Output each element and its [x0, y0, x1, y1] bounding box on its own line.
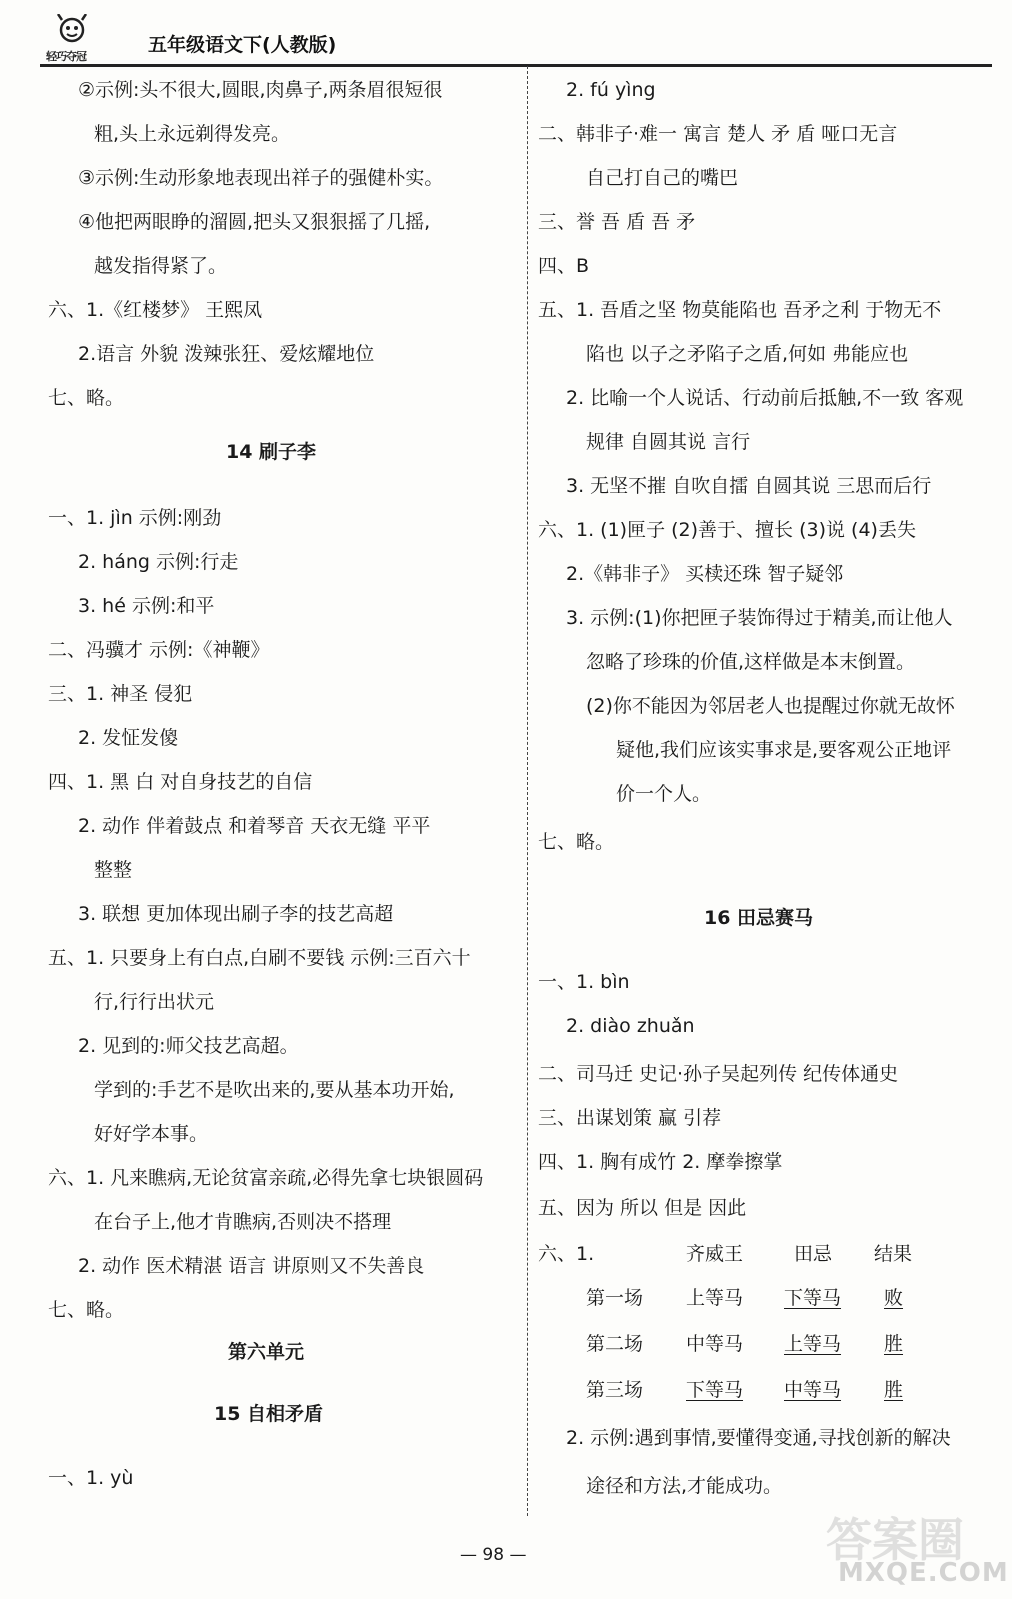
table-cell-result: 胜 [884, 1333, 904, 1355]
table-cell-result: 胜 [884, 1379, 904, 1401]
answer-line: 七、略。 [538, 831, 615, 853]
answer-line: 2.语言 外貌 泼辣张狂、爱炫耀地位 [78, 343, 375, 365]
table-header-king: 齐威王 [686, 1243, 744, 1265]
race-table [538, 1240, 988, 1420]
answer-line: (2)你不能因为邻居老人也提醒过你就无故怀 [586, 695, 955, 717]
answer-line: 四、1. 胸有成竹 2. 摩拳擦掌 [538, 1151, 783, 1173]
section-title: 第六单元 [228, 1341, 305, 1363]
answer-line: 二、冯骥才 示例:《神鞭》 [48, 639, 270, 661]
answer-line: 二、司马迁 史记·孙子吴起列传 纪传体通史 [538, 1063, 899, 1085]
answer-line: 规律 自圆其说 言行 [586, 431, 751, 453]
answer-line: 越发指得紧了。 [94, 255, 228, 277]
answer-line: 学到的:手艺不是吹出来的,要从基本功开始, [94, 1079, 455, 1101]
table-cell-result: 败 [884, 1287, 904, 1309]
watermark-url: MXQE.COM [838, 1558, 1009, 1588]
answer-line: 二、韩非子·难一 寓言 楚人 矛 盾 哑口无言 [538, 123, 898, 145]
answer-line: 3. hé 示例:和平 [78, 595, 215, 617]
table-cell-tianji: 下等马 [784, 1287, 842, 1309]
watermark-logo: 答案圈 [826, 1513, 964, 1567]
answer-line: 2. fú yìng [566, 79, 656, 101]
answer-line: 六、1. (1)匣子 (2)善于、擅长 (3)说 (4)丢失 [538, 519, 916, 541]
page-header [40, 14, 992, 67]
page-number: — 98 — [460, 1545, 527, 1565]
answer-line: 自己打自己的嘴巴 [586, 167, 739, 189]
answer-line: 五、因为 所以 但是 因此 [538, 1197, 747, 1219]
answer-line: 七、略。 [48, 387, 125, 409]
answer-line: 陷也 以子之矛陷子之盾,何如 弗能应也 [586, 343, 909, 365]
table-cell-tianji: 中等马 [784, 1379, 842, 1401]
answer-line: 六、1. 凡来瞧病,无论贫富亲疏,必得先拿七块银圆码 [48, 1167, 484, 1189]
answer-line: 行,行行出状元 [94, 991, 215, 1013]
answer-line: 途径和方法,才能成功。 [586, 1475, 783, 1497]
answer-line: 忽略了珍珠的价值,这样做是本末倒置。 [586, 651, 916, 673]
book-title: 五年级语文下(人教版) [148, 34, 337, 56]
answer-line: 2. diào zhuǎn [566, 1015, 695, 1037]
answer-line: 3. 示例:(1)你把匣子装饰得过于精美,而让他人 [566, 607, 953, 629]
table-row-label: 第一场 [586, 1287, 644, 1309]
table-row-label: 第三场 [586, 1379, 644, 1401]
answer-line: 2. 动作 医术精湛 语言 讲原则又不失善良 [78, 1255, 425, 1277]
answer-line: 六、1.《红楼梦》 王熙凤 [48, 299, 263, 321]
section-title: 14 刷子李 [226, 441, 317, 463]
answer-line: 一、1. yù [48, 1467, 134, 1489]
answer-line: 3. 无坚不摧 自吹自擂 自圆其说 三思而后行 [566, 475, 932, 497]
table-cell-king: 中等马 [686, 1333, 744, 1355]
answer-line: ③示例:生动形象地表现出祥子的强健朴实。 [78, 167, 444, 189]
answer-line: 七、略。 [48, 1299, 125, 1321]
answer-line: 价一个人。 [616, 783, 712, 805]
column-divider [527, 66, 528, 1516]
section-title: 15 自相矛盾 [214, 1403, 324, 1425]
answer-line: 疑他,我们应该实事求是,要客观公正地评 [616, 739, 952, 761]
answer-line: 2. 示例:遇到事情,要懂得变通,寻找创新的解决 [566, 1427, 951, 1449]
answer-line: ④他把两眼睁的溜圆,把头又狠狠摇了几摇, [78, 211, 431, 233]
answer-line: 在台子上,他才肯瞧病,否则决不搭理 [94, 1211, 392, 1233]
answer-line: 粗,头上永远剃得发亮。 [94, 123, 291, 145]
answer-line: 2. 见到的:师父技艺高超。 [78, 1035, 299, 1057]
answer-line: 2. háng 示例:行走 [78, 551, 239, 573]
answer-line: 一、1. bìn [538, 971, 630, 993]
answer-line: 三、出谋划策 赢 引荐 [538, 1107, 722, 1129]
answer-line: 好好学本事。 [94, 1123, 209, 1145]
answer-line: 三、誉 吾 盾 吾 矛 [538, 211, 696, 233]
answer-line: 四、B [538, 255, 590, 277]
section-title: 16 田忌赛马 [704, 907, 814, 929]
answer-line: 2. 发怔发傻 [78, 727, 179, 749]
answer-line: 四、1. 黑 白 对自身技艺的自信 [48, 771, 313, 793]
answer-line: 2. 动作 伴着鼓点 和着琴音 天衣无缝 平平 [78, 815, 431, 837]
table-header-result: 结果 [874, 1243, 913, 1265]
answer-line: 2.《韩非子》 买椟还珠 智子疑邻 [566, 563, 844, 585]
answer-line: 三、1. 神圣 侵犯 [48, 683, 193, 705]
logo-text: 轻巧夺冠 [46, 50, 86, 63]
answer-line: ②示例:头不很大,圆眼,肉鼻子,两条眉很短很 [78, 79, 443, 101]
answer-line: 一、1. jìn 示例:刚劲 [48, 507, 222, 529]
table-row-label: 第二场 [586, 1333, 644, 1355]
table-header-tianji: 田忌 [794, 1243, 833, 1265]
answer-line: 六、1. [538, 1243, 595, 1265]
table-cell-tianji: 上等马 [784, 1333, 842, 1355]
answer-line: 五、1. 只要身上有白点,白刷不要钱 示例:三百六十 [48, 947, 471, 969]
answer-line: 2. 比喻一个人说话、行动前后抵触,不一致 客观 [566, 387, 964, 409]
table-cell-king: 上等马 [686, 1287, 744, 1309]
watermark [818, 1500, 1009, 1596]
table-cell-king: 下等马 [686, 1379, 744, 1401]
answer-line: 整整 [94, 859, 133, 881]
answer-line: 五、1. 吾盾之坚 物莫能陷也 吾矛之利 于物无不 [538, 299, 942, 321]
answer-line: 3. 联想 更加体现出刷子李的技艺高超 [78, 903, 394, 925]
